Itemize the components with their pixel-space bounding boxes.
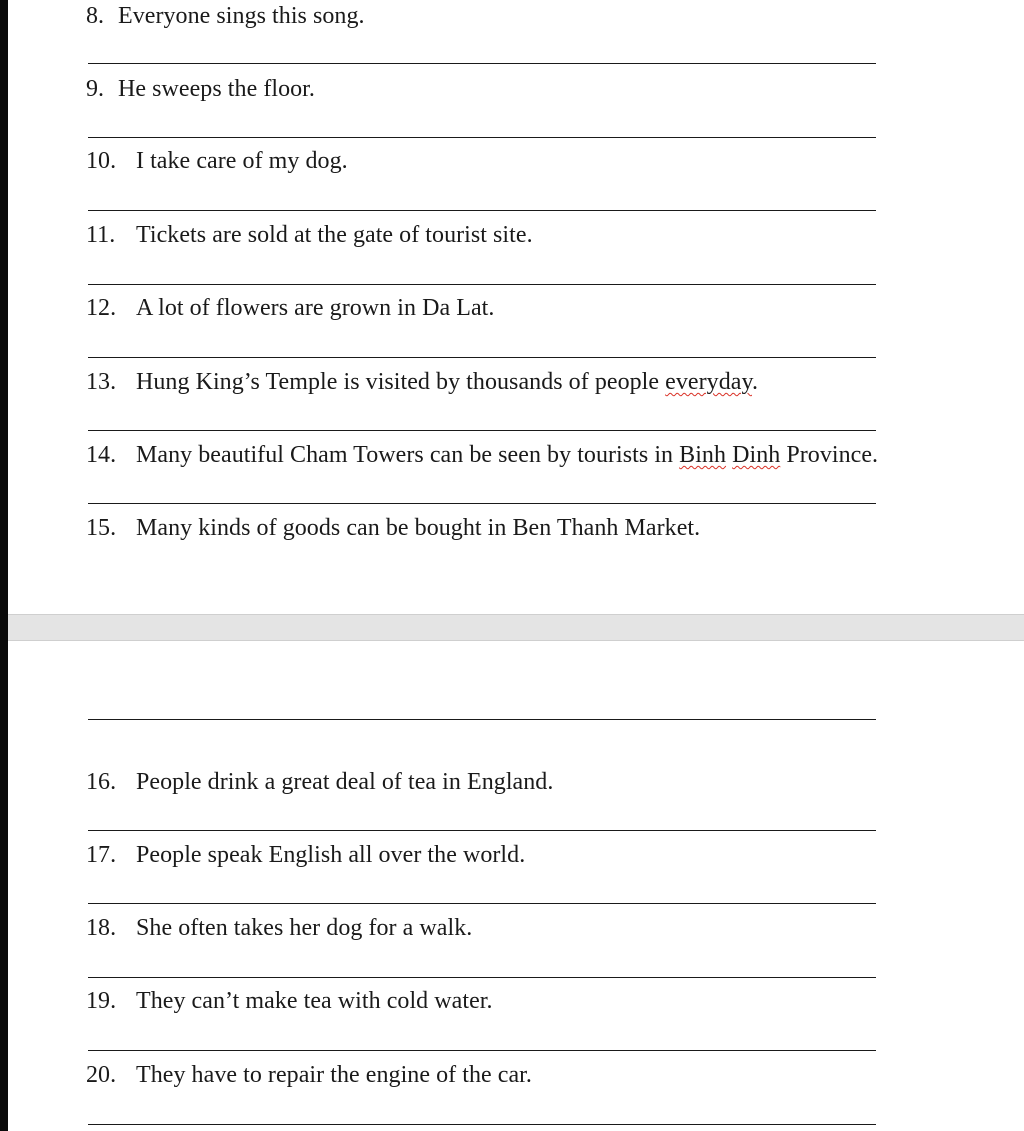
answer-line-12[interactable]: [88, 357, 876, 358]
question-text-end: .: [751, 369, 759, 395]
question-20: [86, 1060, 532, 1090]
question-9: [86, 74, 315, 104]
answer-line-9[interactable]: [88, 137, 876, 138]
question-11: [86, 220, 533, 250]
answer-line-20[interactable]: [88, 1124, 876, 1125]
page-break: [8, 614, 1024, 641]
answer-line-8[interactable]: [88, 63, 876, 64]
window-left-edge: [0, 0, 8, 1131]
question-number: 15.: [86, 515, 117, 541]
question-12: [86, 293, 494, 323]
question-text: Everyone sings this song.: [118, 3, 365, 29]
question-17: [86, 840, 525, 870]
question-text-end: Province.: [780, 442, 879, 468]
answer-line-10[interactable]: [88, 210, 876, 211]
question-15: [86, 513, 700, 543]
question-18: [86, 913, 472, 943]
question-text: They can’t make tea with cold water.: [136, 988, 493, 1014]
question-text: He sweeps the floor.: [118, 76, 315, 102]
question-text: People speak English all over the world.: [136, 842, 526, 868]
spellcheck-flagged-word[interactable]: Dinh: [732, 442, 781, 468]
question-text: A lot of flowers are grown in Da Lat.: [136, 295, 495, 321]
question-text: Many beautiful Cham Towers can be seen by tourists in: [136, 442, 680, 468]
question-text: Tickets are sold at the gate of tourist site.: [136, 222, 533, 248]
question-text: She often takes her dog for a walk.: [136, 915, 473, 941]
question-number: 19.: [86, 988, 117, 1014]
spellcheck-flagged-word[interactable]: Binh: [679, 442, 727, 468]
question-number: 13.: [86, 369, 117, 395]
question-number: 20.: [86, 1062, 117, 1088]
question-number: 14.: [86, 442, 117, 468]
question-number: 17.: [86, 842, 117, 868]
question-number: 16.: [86, 769, 117, 795]
answer-line-17[interactable]: [88, 903, 876, 904]
question-number: 18.: [86, 915, 117, 941]
question-text: They have to repair the engine of the car.: [136, 1062, 532, 1088]
question-19: [86, 986, 493, 1016]
question-number: 9.: [86, 76, 105, 102]
answer-line-14[interactable]: [88, 503, 876, 504]
question-text: Hung King’s Temple is visited by thousands of people: [136, 369, 666, 395]
question-number: 11.: [86, 222, 116, 248]
answer-line-15[interactable]: [88, 719, 876, 720]
question-10: [86, 146, 348, 176]
question-14: [86, 440, 878, 470]
answer-line-16[interactable]: [88, 830, 876, 831]
question-16: [86, 767, 553, 797]
question-number: 12.: [86, 295, 117, 321]
question-text: I take care of my dog.: [136, 148, 348, 174]
question-text: People drink a great deal of tea in England.: [136, 769, 554, 795]
question-13: [86, 367, 758, 397]
question-number: 10.: [86, 148, 117, 174]
answer-line-18[interactable]: [88, 977, 876, 978]
answer-line-19[interactable]: [88, 1050, 876, 1051]
spellcheck-flagged-word[interactable]: everyday: [665, 369, 752, 395]
answer-line-13[interactable]: [88, 430, 876, 431]
answer-line-11[interactable]: [88, 284, 876, 285]
question-number: 8.: [86, 3, 105, 29]
question-text: Many kinds of goods can be bought in Ben Thanh Market.: [136, 515, 701, 541]
question-8: [86, 1, 365, 31]
